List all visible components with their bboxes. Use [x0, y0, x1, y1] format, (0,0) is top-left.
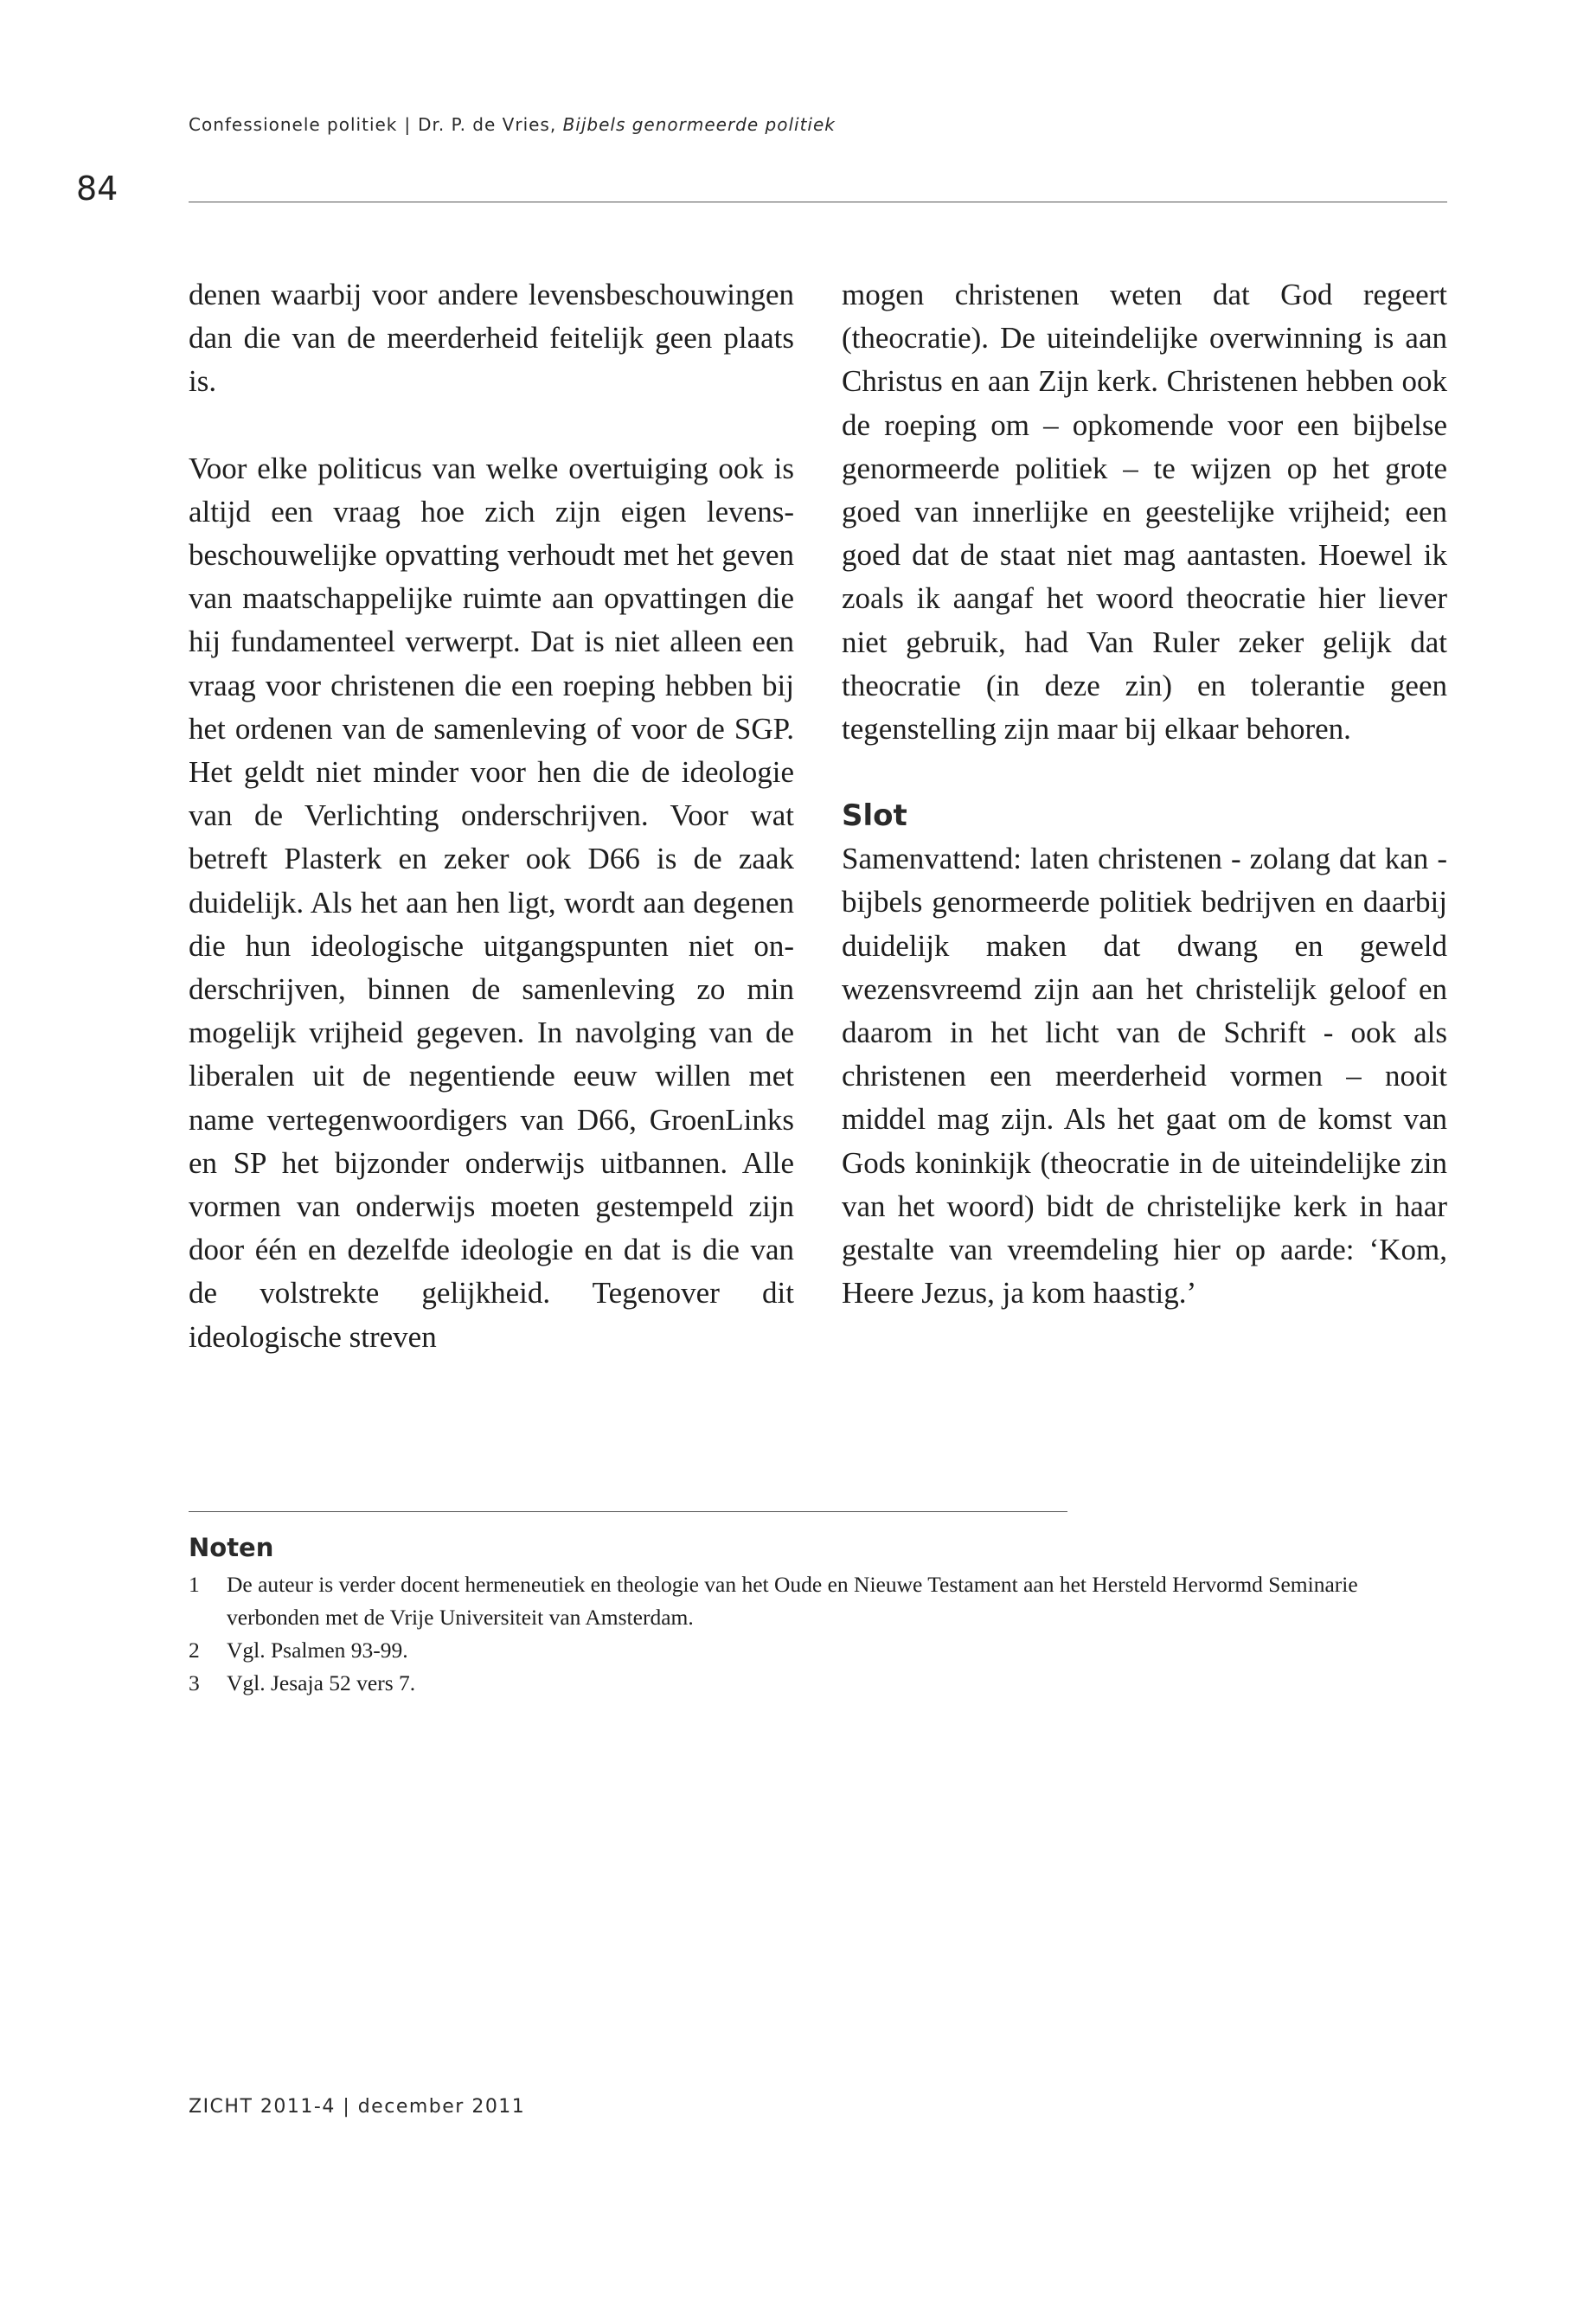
left-paragraph-2: Voor elke politicus van welke overtuiging ook is altijd een vraag hoe zich zijn eigen levensbeschouwelijke opvatting verhoudt met het geven van maatschappelijke ruimte aan opvattingen die hij fundamenteel verwerpt. Dat is niet alleen een vraag voor christenen die een roeping hebben bij het ordenen van de samenleving of voor de SGP. Het geldt niet minder voor hen die de ideologie van de Verlichting onderschrijven. Voor wat betreft Plasterk en zeker ook D66 is de zaak duidelijk. Als het aan hen ligt, wordt aan degenen die hun ideologische uitgangspunten niet onderschrijven, binnen de samenleving zo min mogelijk vrijheid gegeven. In navolging van de liberalen uit de negentiende eeuw willen met name vertegenwoordigers van D66, GroenLinks en SP het bijzonder onderwijs uitbannen. Alle vormen van onderwijs moeten gestempeld zijn door één en dezelfde ideologie en dat is die van de volstrekte gelijkheid. Tegenover dit ideologische streven — [189, 451, 794, 1354]
running-title: Confessionele politiek — [189, 114, 398, 135]
left-column — [189, 273, 794, 1359]
note-item — [189, 1667, 1447, 1700]
page-footer: ZICHT 2011-4 | december 2011 — [189, 2096, 526, 2118]
right-paragraph-1: mogen christenen weten dat God regeert (theocratie). De uiteindelijke overwinning is aan Christus en aan Zijn kerk. Christenen hebben ook de roeping om – opkomende voor een bijbelse genormeerde politiek – te wijzen op het grote goed van innerlijke en geestelijke vrijheid; een goed dat de staat niet mag aantasten. Hoewel ik zoals ik aangaf het woord theocratie hier liever niet gebruik, had Van Ruler zeker gelijk dat theocratie (in deze zin) en tolerantie geen tegenstelling zijn maar bij elkaar behoren. — [842, 278, 1447, 747]
slot-heading: Slot — [842, 798, 907, 834]
header-separator: | — [404, 114, 412, 135]
note-text: Vgl. Jesaja 52 vers 7. — [227, 1670, 416, 1695]
note-item — [189, 1634, 1447, 1667]
left-paragraph-1: denen waarbij voor andere levensbeschouwingen dan die van de meerderheid feitelijk geen plaats is. — [189, 278, 794, 399]
note-number: 3 — [189, 1670, 200, 1695]
running-header — [189, 114, 836, 135]
note-text: Vgl. Psalmen 93-99. — [227, 1638, 408, 1663]
note-text: De auteur is verder docent hermeneutiek en theologie van het Oude en Nieuwe Testament aan het Hersteld Hervormd Seminarie verbonden met de Vrije Universiteit van Amsterdam. — [227, 1572, 1358, 1630]
slot-paragraph: Samenvattend: laten christenen - zolang dat kan - bijbels genormeerde politiek bedrijven en daarbij duidelijk maken dat dwang en geweld wezensvreemd zijn aan het christelijk geloof en daarom in het licht van de Schrift - ook als christenen een meerderheid vormen – nooit middel mag zijn. Als het gaat om de komst van Gods koninkijk (theocratie in de uiteindelijke zin van het woord) bidt de christelijke kerk in haar gestalte van vreemdeling hier op aarde: ‘Kom, Heere Jezus, ja kom haastig.’ — [842, 842, 1447, 1311]
note-item — [189, 1568, 1447, 1634]
notes-divider — [189, 1511, 1067, 1512]
article-title: Bijbels genormeerde politiek — [562, 114, 836, 135]
right-column — [842, 273, 1447, 1315]
note-number: 2 — [189, 1638, 200, 1663]
notes-title: Noten — [189, 1533, 274, 1562]
note-number: 1 — [189, 1572, 200, 1597]
author-name: Dr. P. de Vries, — [418, 114, 557, 135]
paragraph-gap — [189, 404, 794, 447]
notes-list — [189, 1568, 1447, 1700]
page-number: 84 — [76, 170, 119, 208]
